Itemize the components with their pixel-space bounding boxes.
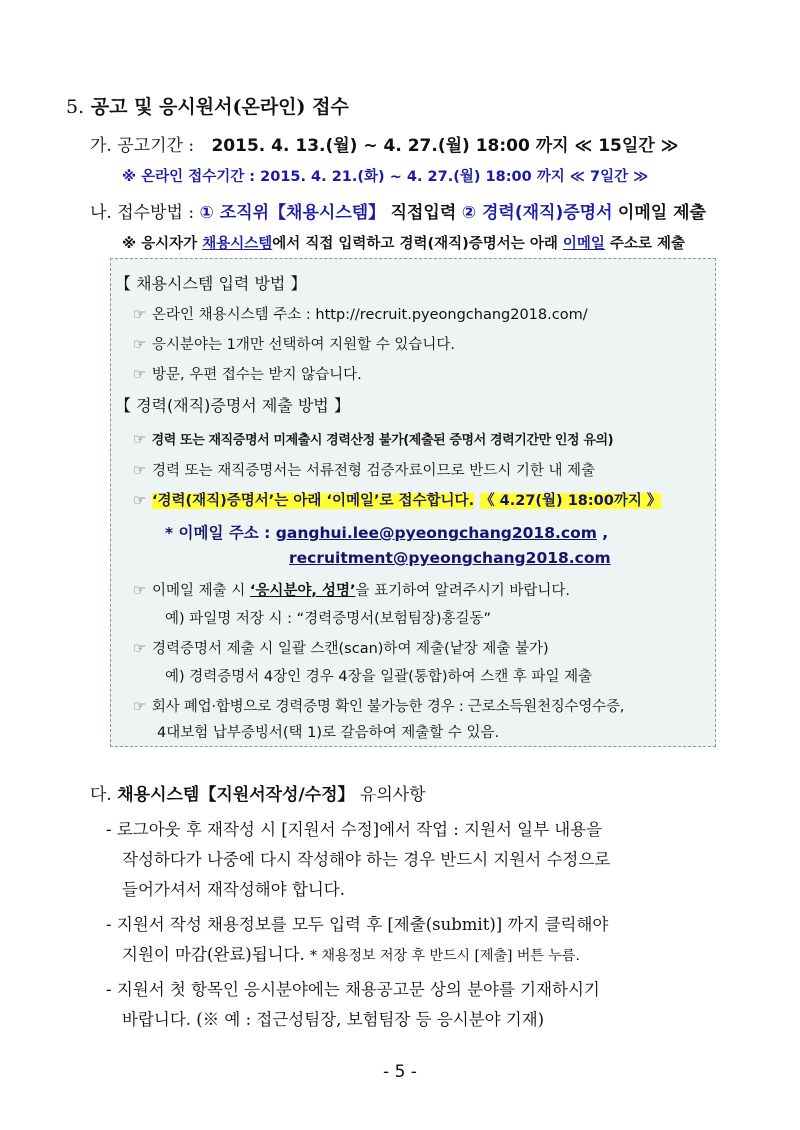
- method-label: 나. 접수방법 :: [90, 203, 195, 223]
- pointing-hand-icon: ☞: [133, 367, 146, 383]
- announcement-period: [90, 131, 678, 156]
- email-receive-text: ‘경력(재직)증명서’는 아래 ‘이메일’로 접수합니다.: [152, 493, 475, 509]
- item-text: 응시분야는 1개만 선택하여 지원할 수 있습니다.: [152, 337, 456, 353]
- notice-logout-l1: - 로그아웃 후 재작성 시 [지원서 수정]에서 작업 : 지원서 일부 내용을: [106, 820, 603, 839]
- email-label: * 이메일 주소 :: [165, 524, 271, 542]
- da-label: 다.: [90, 785, 112, 805]
- period-value: 2015. 4. 13.(월) ~ 4. 27.(월) 18:00 까지 ≪ 15일간 ≫: [211, 136, 679, 156]
- email-link-2[interactable]: recruitment@pyeongchang2018.com: [289, 549, 611, 567]
- pointing-hand-icon: ☞: [133, 493, 146, 509]
- note-text-b: 에서 직접 입력하고 경력(재직)증명서는 아래: [272, 236, 563, 252]
- section-number: 5.: [66, 96, 85, 118]
- pointing-hand-icon: ☞: [133, 583, 146, 599]
- notice-field-l1: - 지원서 첫 항목인 응시분야에는 채용공고문 상의 분야를 기재하시기: [106, 980, 600, 999]
- email-address-line: [165, 521, 608, 543]
- note-text-c: 주소로 제출: [604, 236, 686, 252]
- method-email: 이메일 제출: [617, 203, 706, 223]
- item-text: 경력증명서 제출 시 일괄 스캔(scan)하여 제출(낱장 제출 불가): [152, 641, 549, 657]
- notice-field-l2: 바랍니다. (※ 예 : 접근성팀장, 보험팀장 등 응시분야 기재): [122, 1010, 545, 1029]
- pointing-hand-icon: ☞: [133, 337, 146, 353]
- da-title: 채용시스템【지원서작성/수정】: [117, 785, 355, 805]
- email-link-1[interactable]: ganghui.lee@pyeongchang2018.com: [275, 524, 597, 542]
- method-system: ① 조직위【채용시스템】: [199, 203, 386, 223]
- notice-submit-l2: [122, 940, 580, 971]
- note-text-a: ※ 응시자가: [122, 236, 203, 252]
- box-example-filename: 예) 파일명 저장 시 : “경력증명서(보험팀장)홍길동”: [165, 611, 492, 627]
- period-label: 가. 공고기간 :: [90, 136, 195, 156]
- box-example-scan: 예) 경력증명서 4장인 경우 4장을 일괄(통합)하여 스캔 후 파일 제출: [165, 669, 593, 685]
- box-item-closed-company: [133, 695, 624, 716]
- notice-logout-l2: 작성하다가 나중에 다시 작성해야 하는 경우 반드시 지원서 수정으로: [122, 850, 611, 869]
- item-text-emphasis: ‘응시분야, 성명’: [249, 583, 356, 599]
- box-item-closed-company-cont: 4대보험 납부증빙서(택 1)로 갈음하여 제출할 수 있음.: [157, 725, 500, 741]
- pointing-hand-icon: ☞: [133, 699, 146, 715]
- box-item-scan: [133, 637, 549, 658]
- item-text-c: 을 표기하여 알려주시기 바랍니다.: [355, 583, 571, 599]
- da-title-end: 유의사항: [354, 785, 426, 805]
- note-link-system[interactable]: 채용시스템: [202, 236, 273, 252]
- section-title: 공고 및 응시원서(온라인) 접수: [90, 96, 349, 118]
- online-period-note: ※ 온라인 접수기간 : 2015. 4. 21.(화) ~ 4. 27.(월) 18:00 까지 ≪ 7일간 ≫: [122, 169, 649, 185]
- box-item-system-url: [133, 303, 588, 324]
- item-text: 온라인 채용시스템 주소 : http://recruit.pyeongchang2018.com/: [152, 307, 588, 323]
- item-text-a: 이메일 제출 시: [152, 583, 250, 599]
- notice-logout-l3: 들어가셔서 재작성해야 합니다.: [122, 880, 345, 899]
- pointing-hand-icon: ☞: [133, 641, 146, 657]
- instruction-box: [110, 258, 716, 747]
- submission-method: [90, 198, 706, 223]
- submission-note: [122, 232, 685, 253]
- notice-submit-text: 지원이 마감(완료)됩니다.: [122, 945, 310, 964]
- item-text: 회사 폐업·합병으로 경력증명 확인 불가능한 경우 : 근로소득원천징수영수증,: [151, 699, 625, 715]
- deadline-highlight: 《 4.27(월) 18:00까지 》: [480, 493, 662, 509]
- pointing-hand-icon: ☞: [133, 432, 146, 448]
- box-item-email-receive: [133, 489, 661, 510]
- pointing-hand-icon: ☞: [133, 307, 146, 323]
- note-link-email[interactable]: 이메일: [562, 236, 605, 252]
- box-item-no-submit: [133, 429, 613, 448]
- email-separator: ,: [596, 524, 609, 542]
- method-direct: 직접입력: [390, 203, 457, 223]
- box-title-certificate: 【 경력(재직)증명서 제출 방법 】: [115, 396, 350, 415]
- item-text: 경력 또는 재직증명서는 서류전형 검증자료이므로 반드시 기한 내 제출: [152, 463, 596, 479]
- section-heading: [66, 92, 349, 119]
- box-item-mark-name: [133, 579, 570, 600]
- pointing-hand-icon: ☞: [133, 463, 146, 479]
- box-title-system: 【 채용시스템 입력 방법 】: [115, 274, 307, 293]
- box-item-verify: [133, 459, 595, 480]
- notice-submit-tip: * 채용정보 저장 후 반드시 [제출] 버튼 누름.: [310, 948, 580, 964]
- item-text: 경력 또는 재직증명서 미제출시 경력산정 불가(제출된 증명서 경력기간만 인정 유의): [151, 433, 614, 448]
- method-certificate: ② 경력(재직)증명서: [461, 203, 613, 223]
- section-da-heading: [90, 780, 426, 805]
- item-text: 방문, 우편 접수는 받지 않습니다.: [152, 367, 362, 383]
- box-item-one-field: [133, 333, 455, 354]
- notice-submit-l1: - 지원서 작성 채용정보를 모두 입력 후 [제출(submit)] 까지 클릭해야: [106, 915, 609, 934]
- box-item-no-visit: [133, 363, 362, 384]
- page-number: - 5 -: [383, 1062, 417, 1082]
